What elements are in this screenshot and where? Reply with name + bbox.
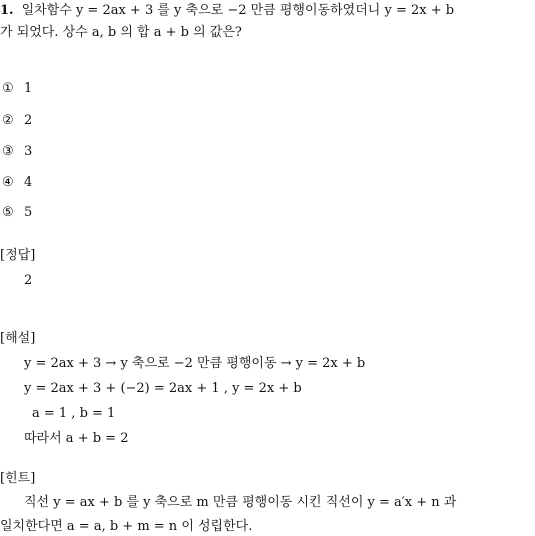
- explanation-line-3: a = 1 , b = 1: [32, 406, 116, 421]
- hint-line-1: 직선 y = ax + b 를 y 축으로 m 만큼 평행이동 시킨 직선이 y = a′x + n 과: [24, 495, 457, 510]
- choice-text-2: 2: [24, 113, 33, 128]
- choice-1[interactable]: [2, 80, 32, 98]
- choice-mark-5: ⑤: [2, 205, 14, 220]
- question-text-1: 일차함수 y = 2ax + 3 를 y 축으로 −2 만큼 평행이동하였더니 y = 2x + b: [21, 3, 455, 18]
- choice-mark-1: ①: [2, 81, 14, 96]
- hint-label: [힌트]: [0, 471, 36, 486]
- explanation-line-1: y = 2ax + 3 → y 축으로 −2 만큼 평행이동 → y = 2x + b: [24, 356, 366, 371]
- question-line-2: [0, 24, 242, 42]
- choice-mark-3: ③: [2, 144, 14, 159]
- question-line-1: [0, 2, 454, 20]
- choice-text-3: 3: [24, 144, 33, 159]
- choice-3[interactable]: [2, 143, 32, 161]
- hint-line-2: 일치한다면 a = a, b + m = n 이 성립한다.: [0, 519, 253, 534]
- question-number: 1.: [0, 3, 14, 18]
- explanation-line-4: 따라서 a + b = 2: [24, 431, 129, 446]
- question-text-2: 가 되었다. 상수 a, b 의 합 a + b 의 값은?: [0, 25, 242, 40]
- choice-mark-2: ②: [2, 113, 14, 128]
- choice-text-1: 1: [24, 81, 33, 96]
- choice-mark-4: ④: [2, 175, 14, 190]
- choice-2[interactable]: [2, 112, 32, 130]
- explanation-label: [해설]: [0, 331, 36, 346]
- answer-value: 2: [24, 273, 33, 288]
- choice-text-5: 5: [24, 205, 33, 220]
- choice-text-4: 4: [24, 175, 33, 190]
- choice-4[interactable]: [2, 174, 32, 192]
- answer-label: [정답]: [0, 248, 36, 263]
- choice-5[interactable]: [2, 204, 32, 222]
- explanation-line-2: y = 2ax + 3 + (−2) = 2ax + 1 , y = 2x + b: [24, 381, 302, 396]
